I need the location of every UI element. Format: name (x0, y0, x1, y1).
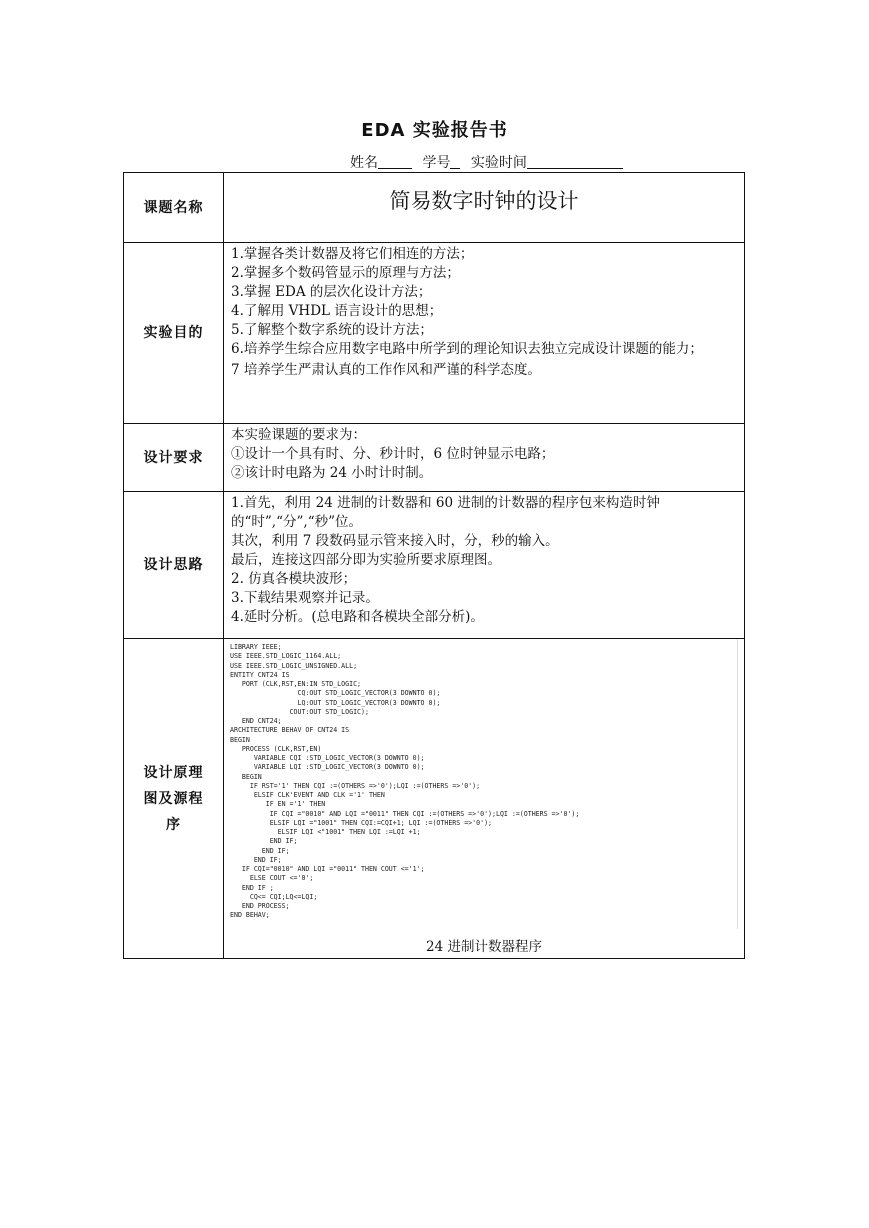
purpose-line: 5.了解整个数字系统的设计方法； (231, 322, 433, 338)
student-id-blank (450, 154, 460, 169)
purpose-line: 2.掌握多个数码管显示的原理与方法； (231, 265, 460, 281)
source-label-line: 序 (166, 816, 181, 833)
code-line: PORT (CLK,RST,EN:IN STD_LOGIC; (230, 680, 362, 688)
requirement-line: 本实验课题的要求为： (231, 427, 366, 443)
code-line: IF RST='1' THEN CQI :=(OTHERS =>'0');LQI :=(OTHERS =>'0'); (230, 781, 481, 790)
code-line: COUT:OUT STD_LOGIC); (230, 707, 369, 716)
code-line: PROCESS (CLK,RST,EN) (230, 744, 322, 753)
code-line: LIBRARY IEEE; (230, 643, 282, 651)
code-line: END IF; (230, 837, 298, 846)
code-line: BEGIN (230, 735, 250, 744)
requirements-label: 设计要求 (124, 424, 224, 492)
code-line: END IF ; (230, 883, 274, 892)
name-blank (378, 154, 412, 169)
code-line: BEGIN (230, 772, 262, 781)
student-info-line (350, 152, 623, 172)
purpose-line: 3.掌握 EDA 的层次化设计方法； (231, 284, 432, 300)
source-label (124, 639, 224, 959)
requirements-row (124, 424, 745, 492)
student-id-label: 学号 (422, 155, 451, 171)
code-line: ELSIF LQI <"1001" THEN LQI :=LQI +1; (230, 828, 421, 836)
code-line: END CNT24; (230, 717, 282, 725)
code-line: VARIABLE CQI :STD_LOGIC_VECTOR(3 DOWNTO 0); (230, 754, 425, 762)
approach-line: 4.延时分析。(总电路和各模块全部分析)。 (231, 609, 484, 625)
approach-line: 最后，连接这四部分即为实验所要求原理图。 (231, 552, 501, 568)
source-label-line: 设计原理 (143, 764, 204, 781)
approach-line: 其次，利用 7 段数码显示管来接入时，分，秒的输入。 (231, 533, 559, 549)
code-line: END IF; (230, 855, 282, 864)
code-line: CQ<= CQI;LQ<=LQI; (230, 892, 318, 901)
document-title: EDA 实验报告书 (361, 120, 508, 141)
requirement-line: ②该计时电路为 24 小时计时制。 (231, 465, 433, 481)
approach-line: 2. 仿真各模块波形； (231, 571, 357, 587)
code-line: END BEHAV; (230, 911, 270, 920)
vhdl-code-block (224, 639, 738, 929)
purpose-line: 1.掌握各类计数器及将它们相连的方法； (231, 246, 474, 262)
code-line: LQ:OUT STD_LOGIC_VECTOR(3 DOWNTO 0); (230, 698, 441, 707)
approach-line: 1.首先，利用 24 进制的计数器和 60 进制的计数器的程序包来构造时钟的“时”,“分”,“秒”位。 (231, 495, 660, 530)
approach-label: 设计思路 (124, 492, 224, 639)
report-table (123, 172, 745, 959)
topic-row (124, 173, 745, 243)
code-line: VARIABLE LQI :STD_LOGIC_VECTOR(3 DOWNTO 0); (230, 763, 425, 772)
code-line: IF CQI ="0010" AND LQI ="0011" THEN CQI :=(OTHERS =>'0');LQI :=(OTHERS =>'0'); (230, 809, 580, 818)
time-blank (527, 154, 623, 169)
approach-cell (224, 492, 745, 639)
code-line: USE IEEE.STD_LOGIC_1164.ALL; (230, 652, 342, 661)
code-line: ELSIF LQI ="1001" THEN CQI:=CQI+1; LQI :=(OTHERS =>'0'); (230, 818, 493, 827)
source-label-line: 图及源程 (143, 790, 204, 807)
requirements-cell (224, 424, 745, 492)
source-row (124, 639, 745, 959)
code-line: IF EN ='1' THEN (230, 800, 326, 809)
code-line: IF CQI="0010" AND LQI ="0011" THEN COUT <='1'; (230, 865, 425, 873)
purpose-cell (224, 243, 745, 424)
code-line: ELSIF CLK'EVENT AND CLK ='1' THEN (230, 791, 385, 799)
source-cell (224, 639, 745, 959)
topic-cell (224, 173, 745, 243)
topic-value: 简易数字时钟的设计 (389, 189, 579, 213)
code-line: ENTITY CNT24 IS (230, 670, 290, 679)
approach-row (124, 492, 745, 639)
code-line: END IF; (230, 846, 290, 855)
purpose-line: 7 培养学生严肃认真的工作作风和严谨的科学态度。 (231, 362, 541, 378)
code-line: ARCHITECTURE BEHAV OF CNT24 IS (230, 726, 350, 735)
requirement-line: ①设计一个具有时、分、秒计时，6 位时钟显示电路； (231, 446, 555, 462)
purpose-line: 6.培养学生综合应用数字电路中所学到的理论知识去独立完成设计课题的能力； (231, 341, 703, 357)
approach-line: 3.下载结果观察并记录。 (231, 590, 379, 606)
time-label: 实验时间 (470, 155, 527, 171)
code-line: END PROCESS; (230, 902, 290, 910)
code-line: CQ:OUT STD_LOGIC_VECTOR(3 DOWNTO 0); (230, 689, 441, 698)
topic-label: 课题名称 (124, 173, 224, 243)
code-caption: 24 进制计数器程序 (426, 939, 542, 955)
name-label: 姓名 (350, 155, 378, 171)
code-line: ELSE COUT <='0'; (230, 874, 314, 883)
purpose-row (124, 243, 745, 424)
purpose-label: 实验目的 (124, 243, 224, 424)
purpose-line: 4.了解用 VHDL 语言设计的思想； (231, 303, 443, 319)
code-line: USE IEEE.STD_LOGIC_UNSIGNED.ALL; (230, 661, 358, 670)
